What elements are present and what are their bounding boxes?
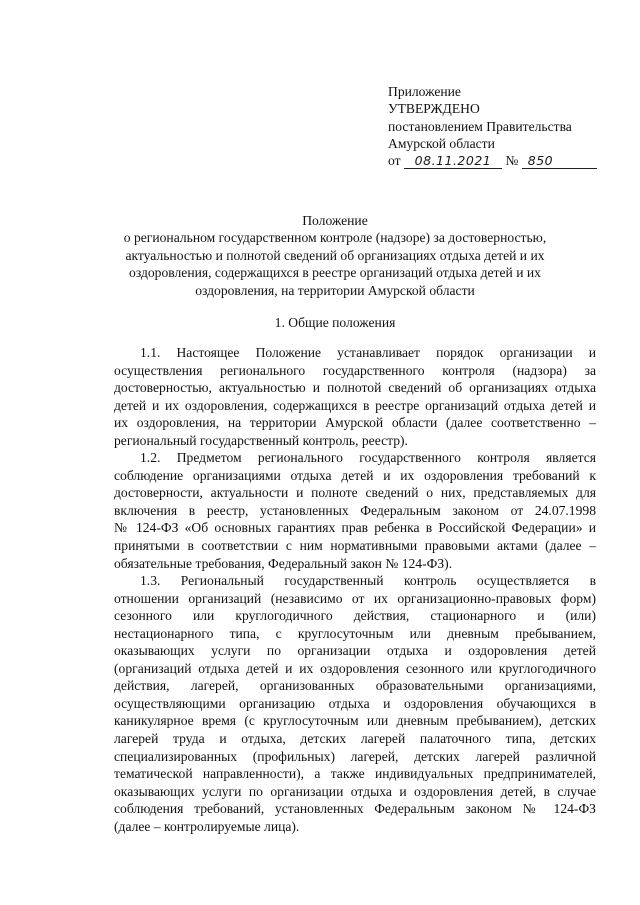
paragraph-1-3 <box>114 572 596 835</box>
handwritten-date: 08.11.2021 <box>404 154 502 169</box>
paragraph-line: № 124-ФЗ «Об основных гарантиях прав ребенка в Российской Федерации» и <box>114 520 596 536</box>
paragraph-line: соблюдения требований, установленных Федеральным законом № 124-ФЗ <box>114 801 596 817</box>
paragraph-line: достоверностью, актуальностью и полнотой сведений об организациях отдыха <box>114 380 596 396</box>
paragraph-line: соблюдение организациями отдыха детей и их оздоровления требований к <box>114 467 596 483</box>
handwritten-number: 850 <box>522 154 597 169</box>
paragraph-line: нестационарного типа, с круглосуточным или дневным пребыванием, <box>114 625 596 641</box>
paragraph-line: отношении организаций (независимо от их организационно-правовых форм) <box>114 590 596 606</box>
paragraph-1-1 <box>114 344 596 449</box>
region-name: Амурской области <box>388 135 495 151</box>
paragraph-line: лагерей труда и отдыха, детских лагерей палаточного типа, детских <box>114 731 596 747</box>
paragraph-line: включения в реестр, установленных Федеральным законом от 24.07.1998 <box>114 502 596 518</box>
document-title <box>70 212 600 299</box>
paragraph-line: специализированных (профильных) лагерей, детских лагерей различной <box>114 748 596 764</box>
paragraph-line: осуществления регионального государственного контроля (надзора) за <box>114 362 596 378</box>
title-line-4: оздоровления, содержащихся в реестре организаций отдыха детей и их <box>129 265 541 281</box>
paragraph-line: 1.3. Региональный государственный контроль осуществляется в <box>140 573 596 589</box>
paragraph-line: сезонного или круглогодичного действия, стационарного и (или) <box>114 608 596 624</box>
paragraph-line: оказывающих услуги по организации отдыха и оздоровления детей, в случае <box>114 783 596 799</box>
paragraph-line: тематической направленности), а также индивидуальных предпринимателей, <box>114 766 596 782</box>
title-line-5: оздоровления, на территории Амурской области <box>195 282 475 298</box>
paragraph-line: действия, лагерей, организованных образовательными организациями, <box>114 678 596 694</box>
paragraph-line: 1.1. Настоящее Положение устанавливает порядок организации и <box>140 345 596 360</box>
approved-by-text: постановлением Правительства <box>388 118 572 134</box>
paragraph-line: (далее – контролируемые лица). <box>114 818 300 834</box>
title-line-3: актуальностью и полнотой сведений об организациях отдыха детей и их <box>125 247 545 263</box>
paragraph-line: их оздоровления, на территории Амурской области (далее соответственно – <box>114 415 596 431</box>
paragraph-1-2 <box>114 449 596 572</box>
paragraph-line: каникулярное время (с круглосуточным или дневным пребыванием), детских <box>114 713 596 729</box>
paragraph-line: принятыми в соответствии с ним нормативными правовыми актами (далее – <box>114 538 596 554</box>
paragraph-line: региональный государственный контроль, реестр). <box>114 432 408 448</box>
paragraph-line: детей и их оздоровления, содержащихся в реестре организаций отдыха детей и <box>114 397 596 413</box>
paragraph-line: достоверности, актуальности и полноте сведений о них, представляемых для <box>114 485 596 501</box>
number-prefix: № <box>505 153 519 169</box>
paragraph-line: обязательные требования, Федеральный закон № 124-ФЗ). <box>114 555 453 571</box>
approval-stamp-block <box>388 83 628 169</box>
paragraph-line: 1.2. Предметом регионального государственного контроля является <box>140 450 596 466</box>
paragraph-line: осуществляющими организацию отдыха и оздоровления обучающихся в <box>114 695 596 711</box>
appendix-label: Приложение <box>388 84 461 99</box>
section-heading: 1. Общие положения <box>274 315 396 330</box>
decree-date-number-line <box>388 152 628 169</box>
title-line-1: Положение <box>302 213 368 228</box>
paragraph-line: (организаций отдыха детей и их оздоровления сезонного или круглогодичного <box>114 660 596 676</box>
title-line-2: о региональном государственном контроле (надзоре) за достоверностью, <box>123 230 547 246</box>
approved-label: УТВЕРЖДЕНО <box>388 101 480 117</box>
paragraph-line: оказывающих услуги по организации отдыха и оздоровления детей <box>114 643 596 659</box>
document-body <box>114 344 596 835</box>
date-prefix: от <box>388 153 401 169</box>
